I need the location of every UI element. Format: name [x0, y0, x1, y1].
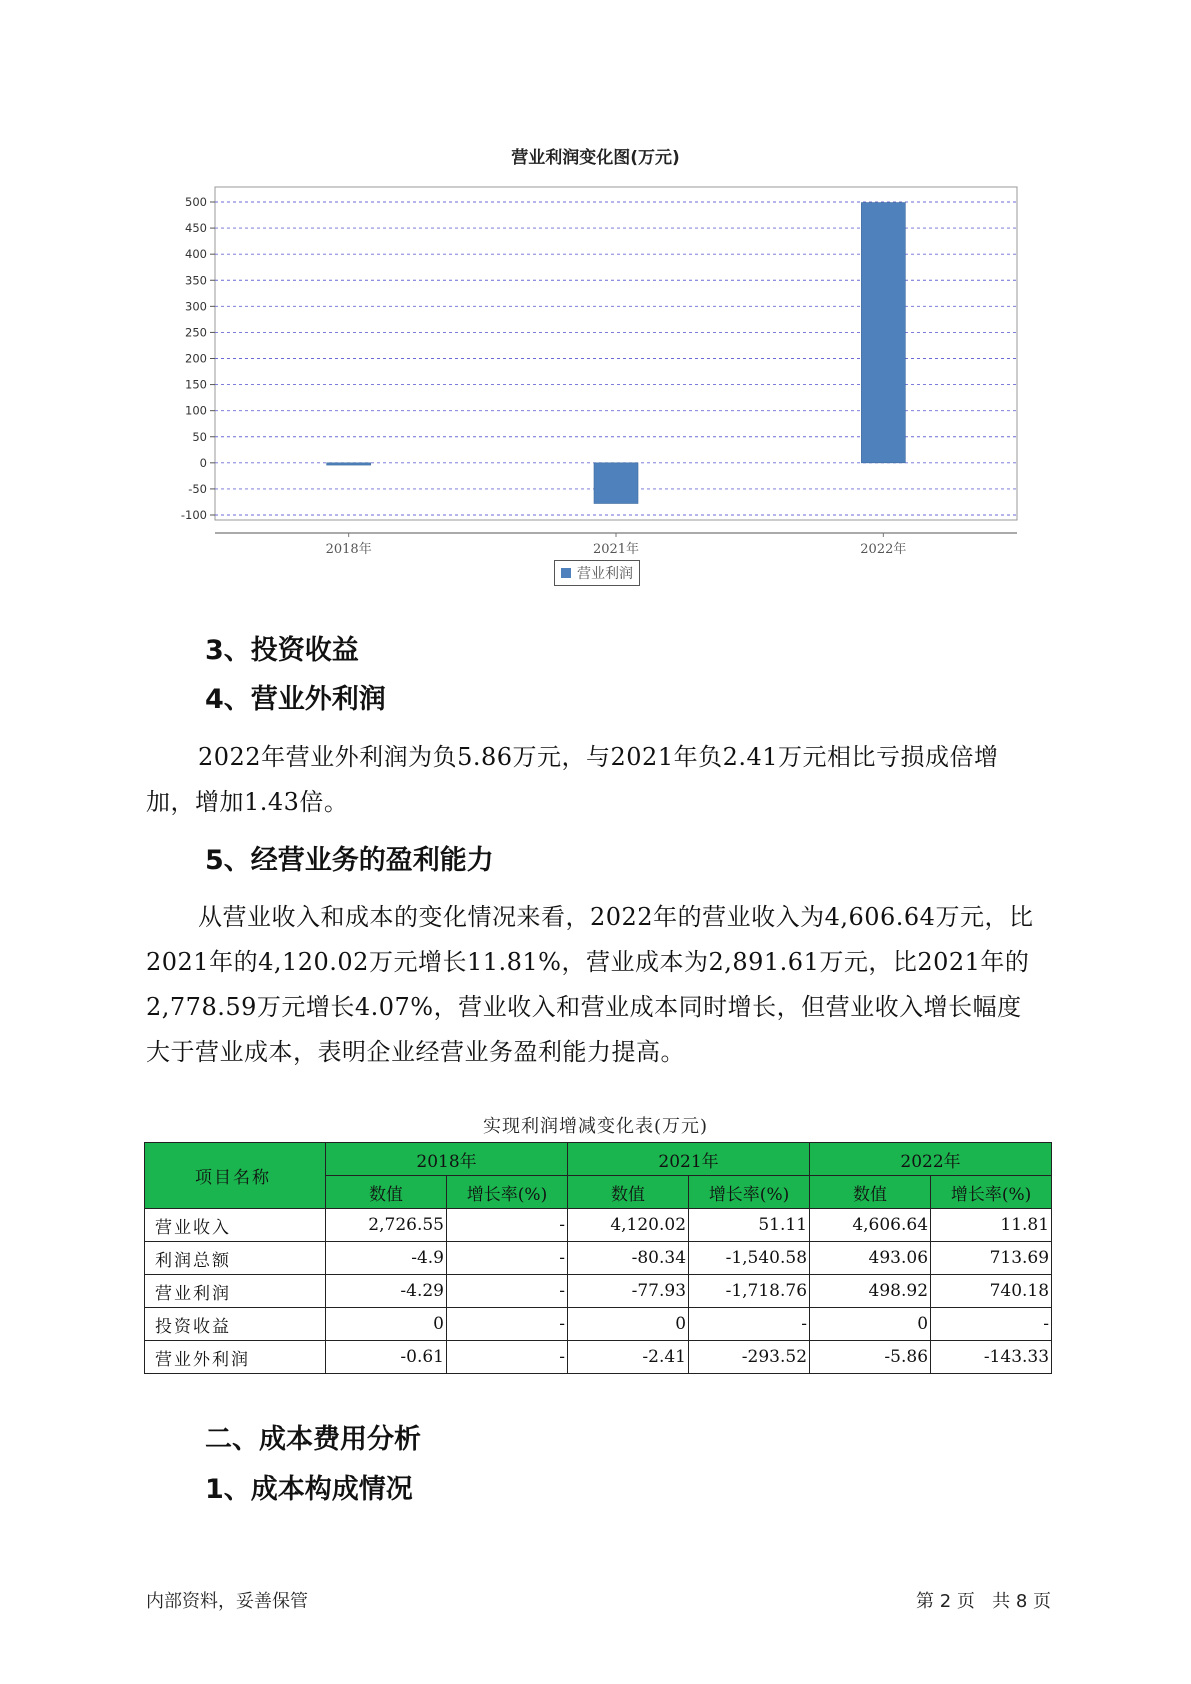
- x-tick-label: 2022年: [860, 542, 907, 557]
- bar-2021年: [594, 463, 638, 504]
- cell: -80.34: [568, 1242, 689, 1275]
- cell: 713.69: [931, 1242, 1052, 1275]
- y-tick-label: -100: [180, 508, 207, 522]
- cell: 2,726.55: [326, 1209, 447, 1242]
- y-tick-label: 400: [185, 247, 207, 262]
- row-name: 营业外利润: [145, 1341, 326, 1374]
- y-tick-label: 100: [185, 403, 207, 418]
- y-tick-label: 250: [185, 325, 207, 340]
- heading-investment-income: 3、投资收益: [205, 635, 359, 666]
- paragraph-profitability: [146, 895, 1046, 1075]
- heading-non-operating-profit: 4、营业外利润: [205, 684, 386, 715]
- paragraph-profitability-text: 从营业收入和成本的变化情况来看，2022年的营业收入为4,606.64万元，比2021年的4,120.02万元增长11.81%，营业成本为2,891.61万元，比2021年的2,778.59万元增长4.07%，营业收入和营业成本同时增长，但营业收入增长幅度大于营业成本，表明企业经营业务盈利能力提高。: [146, 903, 1034, 1066]
- paragraph-non-operating-profit: [146, 735, 1046, 825]
- row-name: 利润总额: [145, 1242, 326, 1275]
- heading-cost-analysis: 二、成本费用分析: [205, 1424, 421, 1455]
- x-tick-label: 2018年: [325, 542, 372, 557]
- cell: -77.93: [568, 1275, 689, 1308]
- row-name: 投资收益: [145, 1308, 326, 1341]
- chart-title: 营业利润变化图(万元): [511, 148, 680, 168]
- chart-legend: [554, 560, 640, 586]
- y-tick-label: 500: [185, 195, 207, 209]
- table-row: [145, 1275, 1052, 1308]
- y-tick-label: 350: [185, 273, 207, 288]
- cell: -2.41: [568, 1341, 689, 1374]
- table-header-row: [145, 1143, 1052, 1176]
- cell: 51.11: [689, 1209, 810, 1242]
- y-tick-label: 150: [185, 377, 207, 392]
- table-caption: 实现利润增减变化表(万元): [482, 1116, 709, 1137]
- header-growth: 增长率(%): [447, 1176, 568, 1209]
- y-tick-label: 300: [185, 299, 207, 314]
- cell: -293.52: [689, 1341, 810, 1374]
- cell: -4.29: [326, 1275, 447, 1308]
- table-row: [145, 1341, 1052, 1374]
- header-value: 数值: [568, 1176, 689, 1209]
- row-name: 营业利润: [145, 1275, 326, 1308]
- cell: 4,120.02: [568, 1209, 689, 1242]
- cell: 0: [568, 1308, 689, 1341]
- cell: 0: [326, 1308, 447, 1341]
- y-tick-label: -50: [188, 481, 207, 496]
- header-item-name: 项目名称: [145, 1143, 326, 1209]
- header-value: 数值: [326, 1176, 447, 1209]
- header-year-2022: 2022年: [810, 1143, 1052, 1176]
- table-row: [145, 1209, 1052, 1242]
- cell: 493.06: [810, 1242, 931, 1275]
- legend-swatch: [561, 568, 571, 578]
- cell: -: [447, 1308, 568, 1341]
- heading-cost-structure: 1、成本构成情况: [205, 1474, 413, 1505]
- cell: -: [931, 1308, 1052, 1341]
- table-row: [145, 1308, 1052, 1341]
- cell: -5.86: [810, 1341, 931, 1374]
- bar-2022年: [861, 203, 905, 463]
- header-growth: 增长率(%): [689, 1176, 810, 1209]
- cell: -1,540.58: [689, 1242, 810, 1275]
- footer-confidential-note: 内部资料，妥善保管: [146, 1591, 308, 1612]
- bar-2018年: [327, 463, 371, 465]
- operating-profit-chart: [0, 175, 1191, 560]
- cell: 4,606.64: [810, 1209, 931, 1242]
- profit-change-table: [144, 1142, 1052, 1374]
- cell: -: [689, 1308, 810, 1341]
- paragraph-non-operating-profit-text: 2022年营业外利润为负5.86万元，与2021年负2.41万元相比亏损成倍增加，增加1.43倍。: [146, 743, 999, 816]
- cell: -1,718.76: [689, 1275, 810, 1308]
- header-value: 数值: [810, 1176, 931, 1209]
- cell: -: [447, 1275, 568, 1308]
- header-year-2021: 2021年: [568, 1143, 810, 1176]
- cell: -143.33: [931, 1341, 1052, 1374]
- footer-page-number: 第 2 页 共 8 页: [916, 1591, 1051, 1612]
- y-tick-label: 450: [185, 221, 207, 236]
- cell: 498.92: [810, 1275, 931, 1308]
- cell: -: [447, 1209, 568, 1242]
- cell: 740.18: [931, 1275, 1052, 1308]
- heading-profitability: 5、经营业务的盈利能力: [205, 845, 494, 876]
- cell: 0: [810, 1308, 931, 1341]
- cell: -: [447, 1341, 568, 1374]
- row-name: 营业收入: [145, 1209, 326, 1242]
- header-growth: 增长率(%): [931, 1176, 1052, 1209]
- table-row: [145, 1242, 1052, 1275]
- cell: 11.81: [931, 1209, 1052, 1242]
- x-tick-label: 2021年: [592, 542, 640, 557]
- cell: -: [447, 1242, 568, 1275]
- y-tick-label: 0: [199, 455, 207, 470]
- cell: -0.61: [326, 1341, 447, 1374]
- legend-label: 营业利润: [577, 566, 633, 582]
- y-tick-label: 50: [192, 429, 207, 444]
- y-tick-label: 200: [185, 351, 207, 366]
- header-year-2018: 2018年: [326, 1143, 568, 1176]
- cell: -4.9: [326, 1242, 447, 1275]
